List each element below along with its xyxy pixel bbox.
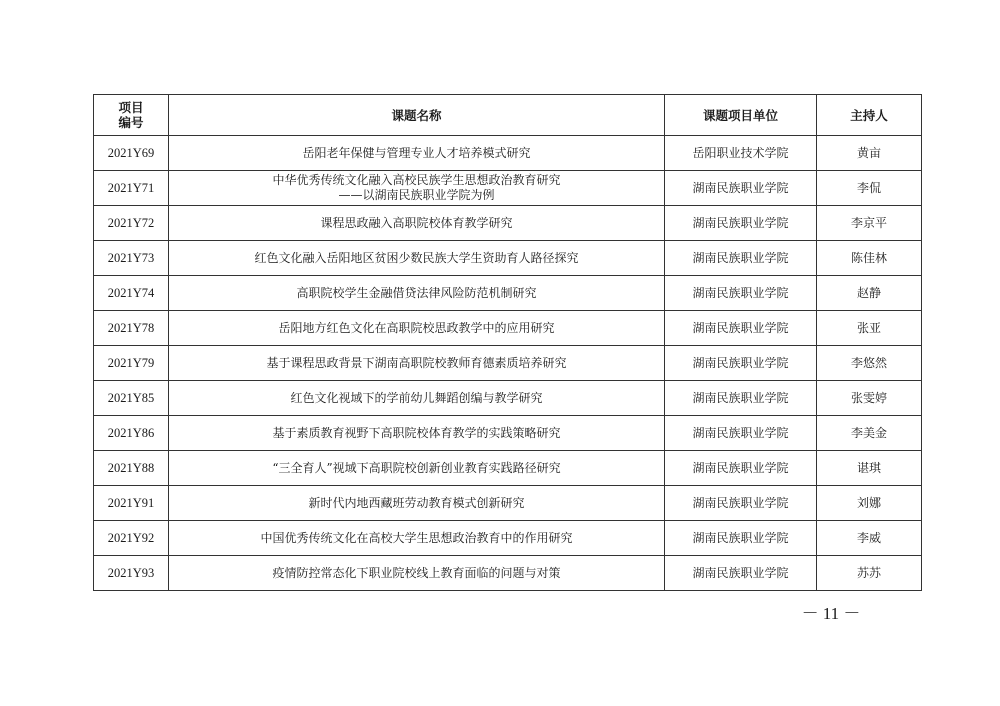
cell-host: 张雯婷: [817, 381, 922, 416]
cell-project-unit: 湖南民族职业学院: [665, 171, 817, 206]
cell-project-code: 2021Y86: [94, 416, 169, 451]
cell-host: 李悠然: [817, 346, 922, 381]
cell-project-unit: 湖南民族职业学院: [665, 556, 817, 591]
cell-project-title: [169, 381, 665, 416]
cell-project-unit: 湖南民族职业学院: [665, 486, 817, 521]
cell-project-title: [169, 486, 665, 521]
cell-project-title: [169, 451, 665, 486]
cell-host: 谌琪: [817, 451, 922, 486]
cell-project-code: 2021Y92: [94, 521, 169, 556]
table-row: [94, 276, 922, 311]
cell-host: 李美金: [817, 416, 922, 451]
cell-project-code: 2021Y74: [94, 276, 169, 311]
cell-host: 赵静: [817, 276, 922, 311]
cell-project-title: [169, 311, 665, 346]
cell-project-title: [169, 171, 665, 206]
title-line-1: “三全育人”视域下高职院校创新创业教育实践路径研究: [272, 460, 561, 475]
cell-project-title: [169, 521, 665, 556]
table-row: [94, 241, 922, 276]
cell-project-title: [169, 241, 665, 276]
table-row: [94, 486, 922, 521]
cell-host: 刘娜: [817, 486, 922, 521]
cell-project-title: [169, 346, 665, 381]
title-line-1: 疫情防控常态化下职业院校线上教育面临的问题与对策: [272, 565, 561, 580]
cell-project-unit: 湖南民族职业学院: [665, 276, 817, 311]
table-row: [94, 136, 922, 171]
header-code-line1: 项目: [118, 100, 144, 115]
cell-project-title: [169, 416, 665, 451]
cell-project-code: 2021Y79: [94, 346, 169, 381]
cell-host: 苏苏: [817, 556, 922, 591]
title-line-1: 新时代内地西藏班劳动教育模式创新研究: [308, 495, 525, 510]
title-line-1: 基于课程思政背景下湖南高职院校教师育德素质培养研究: [266, 355, 567, 370]
table-row: [94, 346, 922, 381]
cell-project-code: 2021Y78: [94, 311, 169, 346]
cell-project-code: 2021Y69: [94, 136, 169, 171]
cell-project-unit: 湖南民族职业学院: [665, 311, 817, 346]
header-host: 主持人: [817, 95, 922, 136]
title-line-1: 岳阳老年保健与管理专业人才培养模式研究: [302, 145, 531, 160]
title-line-1: 课程思政融入高职院校体育教学研究: [320, 215, 513, 230]
table-row: [94, 171, 922, 206]
title-line-1: 红色文化视域下的学前幼儿舞蹈创编与教学研究: [290, 390, 543, 405]
header-code-line2: 编号: [118, 115, 144, 130]
table-header-row: [94, 95, 922, 136]
table-row: [94, 521, 922, 556]
table-row: [94, 381, 922, 416]
cell-host: 李威: [817, 521, 922, 556]
cell-project-code: 2021Y93: [94, 556, 169, 591]
title-line-1: 高职院校学生金融借贷法律风险防范机制研究: [296, 285, 537, 300]
cell-project-code: 2021Y72: [94, 206, 169, 241]
cell-project-code: 2021Y88: [94, 451, 169, 486]
cell-project-unit: 湖南民族职业学院: [665, 416, 817, 451]
cell-project-code: 2021Y85: [94, 381, 169, 416]
page-number: － 11 －: [801, 604, 861, 623]
cell-project-code: 2021Y73: [94, 241, 169, 276]
table-row: [94, 206, 922, 241]
cell-host: 黄亩: [817, 136, 922, 171]
cell-project-unit: 湖南民族职业学院: [665, 451, 817, 486]
cell-project-unit: 岳阳职业技术学院: [665, 136, 817, 171]
cell-project-unit: 湖南民族职业学院: [665, 241, 817, 276]
table-row: [94, 311, 922, 346]
project-table: [93, 94, 922, 591]
cell-project-unit: 湖南民族职业学院: [665, 521, 817, 556]
cell-project-title: [169, 206, 665, 241]
title-line-1: 红色文化融入岳阳地区贫困少数民族大学生资助育人路径探究: [254, 250, 579, 265]
cell-host: 李侃: [817, 171, 922, 206]
header-project-code: [94, 95, 169, 136]
title-line-1: 中华优秀传统文化融入高校民族学生思想政治教育研究: [272, 173, 561, 187]
cell-project-code: 2021Y91: [94, 486, 169, 521]
table-row: [94, 556, 922, 591]
table-row: [94, 451, 922, 486]
cell-host: 张亚: [817, 311, 922, 346]
header-project-unit: 课题项目单位: [665, 95, 817, 136]
cell-project-title: [169, 276, 665, 311]
cell-host: 李京平: [817, 206, 922, 241]
cell-project-code: 2021Y71: [94, 171, 169, 206]
cell-project-unit: 湖南民族职业学院: [665, 206, 817, 241]
cell-project-title: [169, 556, 665, 591]
cell-project-title: [169, 136, 665, 171]
table-body: [94, 136, 922, 591]
table-row: [94, 416, 922, 451]
cell-project-unit: 湖南民族职业学院: [665, 346, 817, 381]
title-line-1: 中国优秀传统文化在高校大学生思想政治教育中的作用研究: [260, 530, 573, 545]
cell-host: 陈佳林: [817, 241, 922, 276]
title-line-1: 基于素质教育视野下高职院校体育教学的实践策略研究: [272, 425, 561, 440]
title-line-2: ——以湖南民族职业学院为例: [338, 188, 495, 202]
cell-project-unit: 湖南民族职业学院: [665, 381, 817, 416]
header-project-title: 课题名称: [169, 95, 665, 136]
title-line-1: 岳阳地方红色文化在高职院校思政教学中的应用研究: [278, 320, 555, 335]
